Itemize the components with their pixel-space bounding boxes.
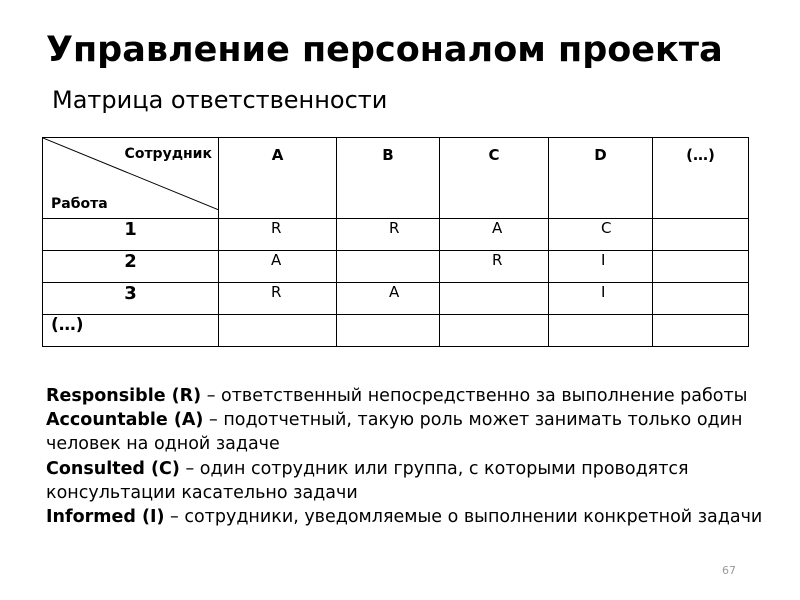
matrix-corner-cell [43, 138, 219, 219]
matrix-cell [653, 315, 749, 347]
legend-description: – сотрудники, уведомляемые о выполнении конкретной задачи [164, 507, 763, 528]
legend-term: Responsible (R) [46, 386, 202, 406]
row-header: (…) [43, 315, 219, 347]
legend-term: Informed (I) [46, 507, 165, 528]
matrix-cell [653, 219, 749, 251]
matrix-cell: C [549, 219, 653, 251]
matrix-cell: R [440, 251, 549, 283]
responsibility-matrix [42, 137, 749, 347]
matrix-row [43, 251, 749, 283]
legend-description: – один сотрудник или группа, с которыми проводятся консультации касательно задачи [46, 458, 689, 503]
matrix-cell [653, 251, 749, 283]
legend-description: – подотчетный, такую роль может занимать только один человек на одной задаче [46, 410, 743, 455]
matrix-cell [549, 315, 653, 347]
corner-label-employee: Сотрудник [124, 146, 212, 162]
matrix-cell: R [219, 219, 337, 251]
slide-title: Управление персоналом проекта [46, 30, 723, 70]
matrix-row [43, 283, 749, 315]
column-header: A [219, 138, 337, 219]
column-header: (…) [653, 138, 749, 219]
role-legend [46, 384, 766, 529]
matrix-cell [653, 283, 749, 315]
legend-item [46, 408, 766, 456]
legend-item [46, 505, 766, 529]
matrix-cell: I [549, 283, 653, 315]
column-header: C [440, 138, 549, 219]
matrix-cell: R [337, 219, 440, 251]
matrix-cell: A [219, 251, 337, 283]
column-header: B [337, 138, 440, 219]
matrix-header-row [43, 138, 749, 219]
page-number: 67 [722, 564, 736, 577]
slide-subtitle: Матрица ответственности [52, 86, 388, 114]
legend-description: – ответственный непосредственно за выполнение работы [201, 386, 748, 406]
matrix-row [43, 219, 749, 251]
matrix-cell: R [219, 283, 337, 315]
matrix-cell [337, 315, 440, 347]
row-header: 2 [43, 251, 219, 283]
matrix-cell [219, 315, 337, 347]
column-header: D [549, 138, 653, 219]
matrix-row [43, 315, 749, 347]
matrix-cell [440, 315, 549, 347]
corner-label-work: Работа [51, 196, 108, 212]
matrix-cell: I [549, 251, 653, 283]
row-header: 3 [43, 283, 219, 315]
legend-term: Accountable (A) [46, 410, 204, 431]
row-header: 1 [43, 219, 219, 251]
matrix-cell: A [337, 283, 440, 315]
legend-item [46, 384, 766, 408]
matrix-cell [440, 283, 549, 315]
matrix-cell: A [440, 219, 549, 251]
legend-term: Consulted (C) [46, 458, 180, 479]
matrix-cell [337, 251, 440, 283]
legend-item [46, 457, 766, 505]
